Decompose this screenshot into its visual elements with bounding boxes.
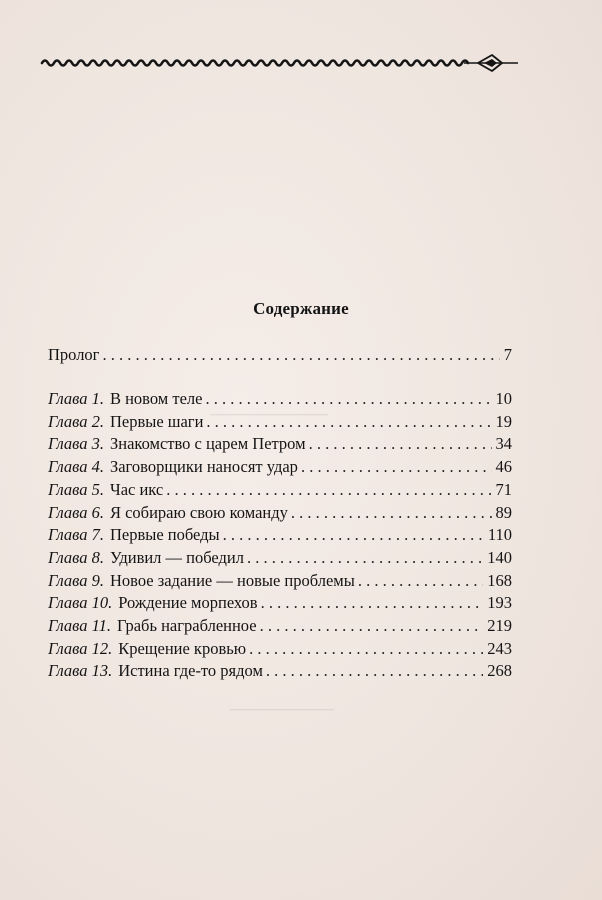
toc-entry-chapter bbox=[48, 411, 512, 433]
toc-page-number: 34 bbox=[495, 434, 512, 454]
toc-leader-dots bbox=[358, 570, 483, 592]
toc-entry-title: Грабь награбленное bbox=[116, 616, 257, 635]
toc-page-number: 168 bbox=[487, 570, 512, 590]
toc-entry-title: Я собираю свою команду bbox=[109, 502, 288, 522]
toc-page-number: 140 bbox=[487, 547, 512, 567]
toc-page-number: 7 bbox=[503, 345, 512, 364]
toc-page-number: 71 bbox=[495, 479, 512, 499]
toc-leader-dots bbox=[205, 388, 491, 410]
toc-page-number: 243 bbox=[487, 638, 512, 658]
toc-leader-dots bbox=[247, 547, 483, 569]
toc-page-number: 268 bbox=[487, 661, 512, 681]
toc-chapter-label: Глава 7. bbox=[48, 525, 104, 545]
page-title: Содержание bbox=[253, 299, 349, 318]
toc-page-number: 110 bbox=[487, 525, 512, 545]
toc-entry-chapter bbox=[48, 570, 512, 592]
toc-leader-dots bbox=[266, 660, 483, 682]
wavy-arrow-ornament-icon bbox=[40, 50, 520, 76]
toc-entry-title: Истина где-то рядом bbox=[118, 661, 263, 681]
toc-chapter-label: Глава 4. bbox=[48, 457, 104, 477]
toc-leader-dots bbox=[223, 524, 484, 546]
toc-page-number: 19 bbox=[495, 411, 512, 431]
toc-entry-chapter bbox=[48, 638, 512, 660]
toc-entry-title: Час икс bbox=[109, 479, 164, 499]
toc-leader-dots bbox=[309, 433, 492, 455]
toc-entry-title: В новом теле bbox=[109, 389, 203, 408]
toc-entry-title: Новое задание — новые проблемы bbox=[109, 570, 355, 590]
toc-chapter-label: Глава 8. bbox=[48, 547, 104, 567]
toc-leader-dots bbox=[301, 456, 492, 478]
toc-chapter-label: Глава 2. bbox=[48, 411, 104, 431]
toc-chapter-label: Глава 9. bbox=[48, 570, 104, 590]
toc-chapter-label: Глава 5. bbox=[48, 479, 104, 499]
toc-page-number: 89 bbox=[495, 502, 512, 522]
toc-chapter-label: Глава 11. bbox=[48, 616, 111, 635]
toc-page-number: 219 bbox=[487, 616, 512, 635]
toc-entry-title: Заговорщики наносят удар bbox=[109, 457, 298, 477]
bleed-through-texture: ▁▁▁▁▁▁▁▁▁▁▁▁▁▁▁▁▁ bbox=[210, 405, 328, 415]
toc-leader-dots bbox=[249, 638, 483, 660]
toc-entry-title: Знакомство с царем Петром bbox=[109, 434, 306, 454]
toc-entry-chapter bbox=[48, 615, 512, 637]
toc-entry-title: Крещение кровью bbox=[118, 638, 247, 658]
toc-leader-dots bbox=[206, 411, 491, 433]
toc-entry-chapter bbox=[48, 524, 512, 546]
toc-entry-chapter bbox=[48, 456, 512, 478]
toc-entry-chapter bbox=[48, 479, 512, 501]
toc-entry-chapter bbox=[48, 592, 512, 614]
toc-leader-dots bbox=[261, 592, 484, 614]
toc-entry-chapter bbox=[48, 502, 512, 524]
toc-entry-chapter bbox=[48, 433, 512, 455]
toc-leader-dots bbox=[291, 502, 492, 524]
toc-entry-title: Первые шаги bbox=[109, 411, 204, 431]
toc-chapter-label: Глава 1. bbox=[48, 389, 104, 408]
toc-chapter-label: Глава 10. bbox=[48, 593, 113, 613]
toc-leader-dots bbox=[102, 344, 499, 366]
toc-entry-chapter bbox=[48, 660, 512, 682]
toc-chapter-label: Глава 6. bbox=[48, 502, 104, 522]
toc-page-number: 193 bbox=[487, 593, 512, 613]
toc-entry-title: Рождение морпехов bbox=[118, 593, 258, 613]
toc-entry-title: Первые победы bbox=[109, 525, 220, 545]
toc-chapter-label: Глава 3. bbox=[48, 434, 104, 454]
toc-page-number: 46 bbox=[495, 457, 512, 477]
toc-entry-chapter bbox=[48, 388, 512, 410]
toc-entry-prologue bbox=[48, 344, 512, 366]
toc-chapter-label: Глава 12. bbox=[48, 638, 113, 658]
toc-chapter-label: Глава 13. bbox=[48, 661, 113, 681]
toc-leader-dots bbox=[260, 615, 484, 637]
toc-entry-chapter bbox=[48, 547, 512, 569]
toc-entry-title: Удивил — победил bbox=[109, 547, 244, 567]
toc-page-number: 10 bbox=[495, 389, 512, 408]
toc-entry-title: Пролог bbox=[48, 345, 100, 364]
bleed-through-texture: ▁▁▁▁▁▁▁▁▁▁▁▁▁▁▁ bbox=[230, 700, 334, 710]
toc-leader-dots bbox=[166, 479, 491, 501]
